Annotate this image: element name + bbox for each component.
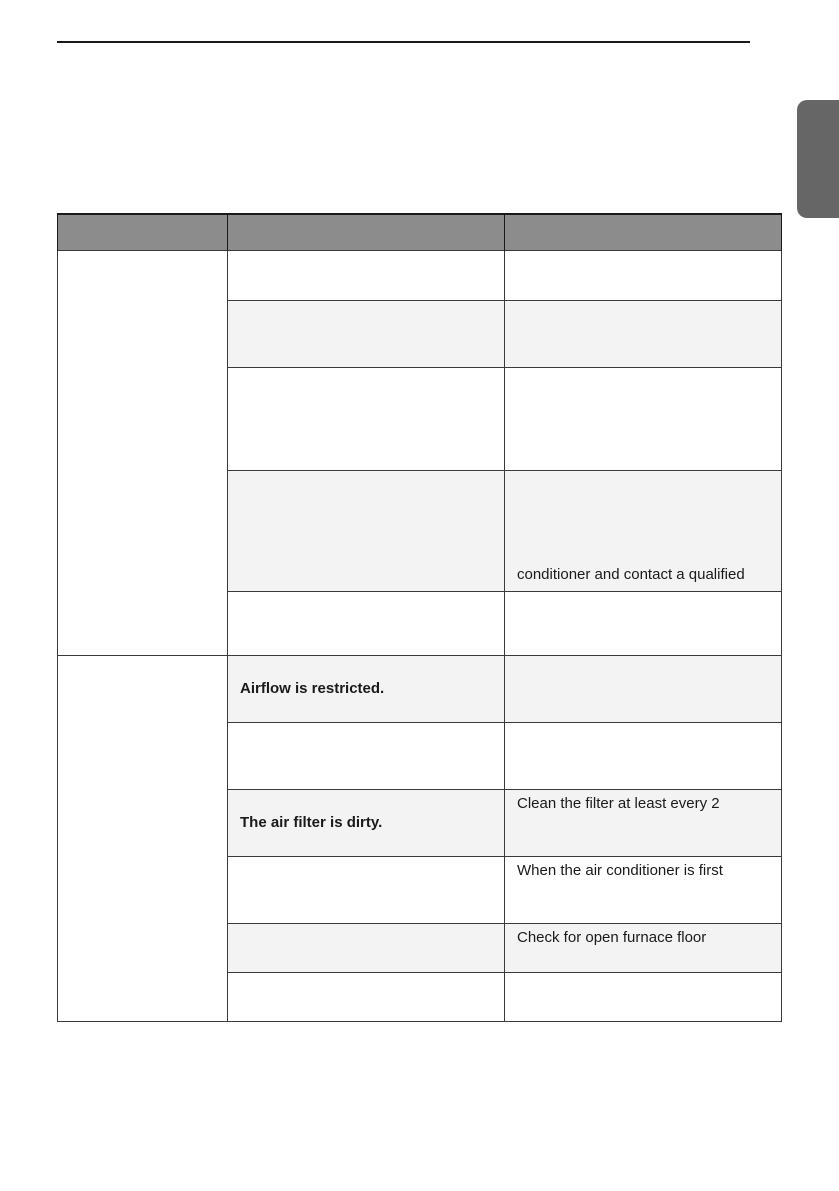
table-row <box>58 251 782 301</box>
solution-cell: When the air conditioner is first <box>505 857 782 924</box>
cause-cell <box>228 251 505 301</box>
solution-cell <box>505 723 782 790</box>
solution-cell <box>505 656 782 723</box>
cause-cell <box>228 592 505 656</box>
cause-cell <box>228 368 505 471</box>
problem-cell <box>58 656 228 1022</box>
cause-cell: Airflow is restricted. <box>228 656 505 723</box>
header-problem <box>58 214 228 251</box>
solution-cell: conditioner and contact a qualified <box>505 471 782 592</box>
cause-cell <box>228 924 505 973</box>
cause-cell <box>228 973 505 1022</box>
solution-cell <box>505 368 782 471</box>
table-header-row <box>58 214 782 251</box>
troubleshooting-table <box>57 213 782 1022</box>
solution-cell: Clean the filter at least every 2 <box>505 790 782 857</box>
cause-cell <box>228 471 505 592</box>
cause-cell <box>228 301 505 368</box>
solution-cell <box>505 592 782 656</box>
cause-cell <box>228 723 505 790</box>
cause-cell <box>228 857 505 924</box>
header-cause <box>228 214 505 251</box>
solution-cell <box>505 973 782 1022</box>
problem-cell <box>58 251 228 656</box>
top-rule <box>57 41 750 43</box>
cause-cell: The air filter is dirty. <box>228 790 505 857</box>
solution-cell: Check for open furnace floor <box>505 924 782 973</box>
solution-cell <box>505 251 782 301</box>
header-solution <box>505 214 782 251</box>
table-row <box>58 656 782 723</box>
side-tab <box>797 100 839 218</box>
solution-cell <box>505 301 782 368</box>
